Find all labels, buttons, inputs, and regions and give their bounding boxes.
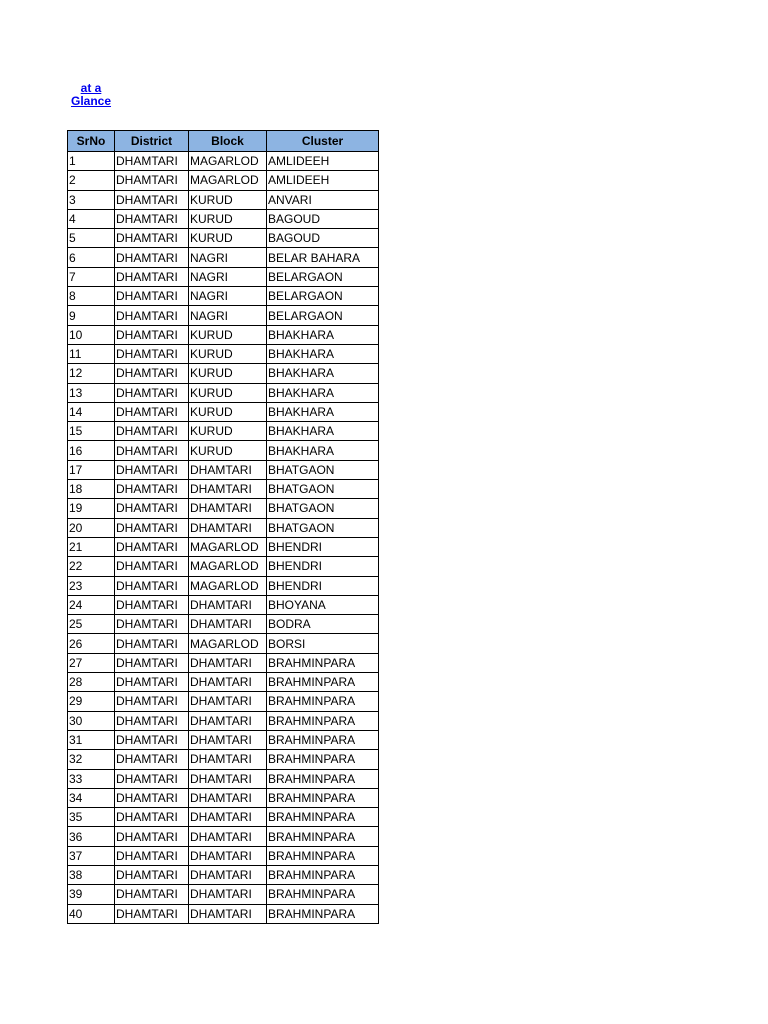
cell-district: DHAMTARI [115,344,189,363]
cell-block: KURUD [189,364,267,383]
cell-srno: 23 [68,576,115,595]
cell-block: KURUD [189,209,267,228]
cell-district: DHAMTARI [115,827,189,846]
cell-cluster: BELARGAON [267,267,379,286]
cell-district: DHAMTARI [115,750,189,769]
cell-srno: 25 [68,615,115,634]
cell-cluster: BHAKHARA [267,344,379,363]
cell-srno: 37 [68,846,115,865]
table-row [68,653,379,672]
cell-block: DHAMTARI [189,711,267,730]
cell-district: DHAMTARI [115,306,189,325]
cell-cluster: BRAHMINPARA [267,730,379,749]
cell-block: DHAMTARI [189,730,267,749]
cell-district: DHAMTARI [115,499,189,518]
cluster-table [67,130,379,924]
table-row [68,171,379,190]
cell-cluster: AMLIDEEH [267,152,379,171]
cell-district: DHAMTARI [115,808,189,827]
cell-district: DHAMTARI [115,904,189,923]
cell-cluster: BRAHMINPARA [267,865,379,884]
cell-cluster: BHATGAON [267,460,379,479]
cell-cluster: BHOYANA [267,595,379,614]
table-row [68,306,379,325]
cell-district: DHAMTARI [115,267,189,286]
cell-srno: 9 [68,306,115,325]
cell-srno: 8 [68,287,115,306]
cell-block: KURUD [189,344,267,363]
cell-block: DHAMTARI [189,615,267,634]
cell-block: KURUD [189,190,267,209]
cell-cluster: BAGOUD [267,229,379,248]
cell-srno: 15 [68,422,115,441]
table-row [68,730,379,749]
cell-cluster: BRAHMINPARA [267,904,379,923]
cell-srno: 17 [68,460,115,479]
link-text-line2: Glance [70,94,112,108]
cell-srno: 12 [68,364,115,383]
cell-cluster: BRAHMINPARA [267,769,379,788]
cell-district: DHAMTARI [115,885,189,904]
table-row [68,885,379,904]
table-row [68,615,379,634]
table-row [68,229,379,248]
cell-block: MAGARLOD [189,576,267,595]
cell-srno: 11 [68,344,115,363]
cell-district: DHAMTARI [115,673,189,692]
cell-block: DHAMTARI [189,750,267,769]
table-header-row [68,131,379,152]
cell-district: DHAMTARI [115,730,189,749]
cell-block: DHAMTARI [189,904,267,923]
cell-district: DHAMTARI [115,171,189,190]
at-a-glance-link[interactable] [68,82,114,108]
cell-block: MAGARLOD [189,634,267,653]
cell-cluster: AMLIDEEH [267,171,379,190]
cell-block: DHAMTARI [189,808,267,827]
cell-district: DHAMTARI [115,364,189,383]
cell-srno: 20 [68,518,115,537]
cell-block: KURUD [189,229,267,248]
cell-srno: 13 [68,383,115,402]
cell-block: DHAMTARI [189,595,267,614]
cell-cluster: BHATGAON [267,518,379,537]
cell-srno: 39 [68,885,115,904]
cell-cluster: BRAHMINPARA [267,846,379,865]
cell-cluster: BRAHMINPARA [267,788,379,807]
table-row [68,499,379,518]
cell-cluster: BELAR BAHARA [267,248,379,267]
cell-block: DHAMTARI [189,846,267,865]
table-row [68,750,379,769]
table-row [68,518,379,537]
cell-block: MAGARLOD [189,537,267,556]
cell-cluster: BRAHMINPARA [267,692,379,711]
cell-district: DHAMTARI [115,865,189,884]
cell-srno: 3 [68,190,115,209]
table-row [68,904,379,923]
cell-srno: 4 [68,209,115,228]
cell-district: DHAMTARI [115,846,189,865]
cell-district: DHAMTARI [115,615,189,634]
cell-district: DHAMTARI [115,460,189,479]
cell-srno: 40 [68,904,115,923]
cell-district: DHAMTARI [115,537,189,556]
cell-block: KURUD [189,402,267,421]
table-row [68,248,379,267]
cell-block: KURUD [189,422,267,441]
header-block: Block [189,131,267,152]
table-row [68,422,379,441]
cell-cluster: BRAHMINPARA [267,653,379,672]
table-row [68,634,379,653]
cell-srno: 32 [68,750,115,769]
cell-srno: 18 [68,480,115,499]
table-row [68,537,379,556]
cell-cluster: BORSI [267,634,379,653]
cell-cluster: BHAKHARA [267,364,379,383]
cell-district: DHAMTARI [115,229,189,248]
table-row [68,287,379,306]
table-body [68,152,379,924]
table-row [68,325,379,344]
cell-srno: 26 [68,634,115,653]
cell-block: MAGARLOD [189,557,267,576]
cell-block: KURUD [189,325,267,344]
table-row [68,152,379,171]
cell-district: DHAMTARI [115,634,189,653]
cell-srno: 35 [68,808,115,827]
cell-block: DHAMTARI [189,480,267,499]
cell-cluster: BRAHMINPARA [267,750,379,769]
cell-block: DHAMTARI [189,499,267,518]
cell-srno: 29 [68,692,115,711]
cell-district: DHAMTARI [115,287,189,306]
table-row [68,557,379,576]
cell-srno: 7 [68,267,115,286]
cell-cluster: BHAKHARA [267,422,379,441]
cell-srno: 38 [68,865,115,884]
cell-cluster: BHAKHARA [267,441,379,460]
cell-cluster: BELARGAON [267,306,379,325]
cell-district: DHAMTARI [115,209,189,228]
cell-srno: 16 [68,441,115,460]
table-row [68,480,379,499]
cell-block: NAGRI [189,267,267,286]
cell-district: DHAMTARI [115,152,189,171]
cell-district: DHAMTARI [115,422,189,441]
cell-srno: 33 [68,769,115,788]
cell-block: DHAMTARI [189,653,267,672]
cell-cluster: BHAKHARA [267,325,379,344]
cell-srno: 22 [68,557,115,576]
cell-block: DHAMTARI [189,865,267,884]
cell-block: DHAMTARI [189,460,267,479]
cell-district: DHAMTARI [115,383,189,402]
cell-cluster: BHATGAON [267,499,379,518]
cell-block: DHAMTARI [189,827,267,846]
cell-srno: 27 [68,653,115,672]
cell-block: DHAMTARI [189,769,267,788]
table-row [68,827,379,846]
cell-block: KURUD [189,441,267,460]
cell-cluster: BRAHMINPARA [267,808,379,827]
cell-srno: 19 [68,499,115,518]
cell-cluster: ANVARI [267,190,379,209]
cell-cluster: BHENDRI [267,557,379,576]
cell-district: DHAMTARI [115,711,189,730]
cell-district: DHAMTARI [115,190,189,209]
cell-block: MAGARLOD [189,152,267,171]
cell-district: DHAMTARI [115,480,189,499]
cell-district: DHAMTARI [115,576,189,595]
table-row [68,692,379,711]
cell-cluster: BRAHMINPARA [267,827,379,846]
cell-cluster: BHATGAON [267,480,379,499]
cell-srno: 30 [68,711,115,730]
cell-district: DHAMTARI [115,325,189,344]
cell-district: DHAMTARI [115,518,189,537]
cell-district: DHAMTARI [115,557,189,576]
cell-cluster: BRAHMINPARA [267,673,379,692]
cell-cluster: BHENDRI [267,576,379,595]
table-row [68,364,379,383]
table-row [68,576,379,595]
cell-block: DHAMTARI [189,788,267,807]
cell-block: DHAMTARI [189,885,267,904]
table-row [68,344,379,363]
cell-district: DHAMTARI [115,441,189,460]
cell-srno: 31 [68,730,115,749]
cell-district: DHAMTARI [115,788,189,807]
cell-block: NAGRI [189,306,267,325]
cell-block: NAGRI [189,248,267,267]
cell-block: MAGARLOD [189,171,267,190]
cell-district: DHAMTARI [115,769,189,788]
cell-district: DHAMTARI [115,692,189,711]
cell-block: DHAMTARI [189,518,267,537]
header-cluster: Cluster [267,131,379,152]
cell-srno: 28 [68,673,115,692]
cell-district: DHAMTARI [115,653,189,672]
cell-srno: 24 [68,595,115,614]
cell-district: DHAMTARI [115,248,189,267]
link-text-line1: at a [80,81,102,95]
cell-cluster: BELARGAON [267,287,379,306]
table-row [68,808,379,827]
cell-cluster: BHAKHARA [267,383,379,402]
table-row [68,441,379,460]
cell-srno: 6 [68,248,115,267]
cell-srno: 21 [68,537,115,556]
table-row [68,788,379,807]
table-row [68,865,379,884]
cell-block: NAGRI [189,287,267,306]
table-row [68,460,379,479]
table-row [68,209,379,228]
cell-cluster: BHAKHARA [267,402,379,421]
cell-district: DHAMTARI [115,595,189,614]
cell-srno: 1 [68,152,115,171]
cell-cluster: BODRA [267,615,379,634]
cell-cluster: BHENDRI [267,537,379,556]
cell-block: DHAMTARI [189,673,267,692]
cell-cluster: BRAHMINPARA [267,711,379,730]
cell-srno: 36 [68,827,115,846]
header-srno: SrNo [68,131,115,152]
table-row [68,402,379,421]
table-row [68,595,379,614]
cell-srno: 34 [68,788,115,807]
cell-cluster: BRAHMINPARA [267,885,379,904]
table-row [68,673,379,692]
cell-cluster: BAGOUD [267,209,379,228]
cell-srno: 14 [68,402,115,421]
table-row [68,190,379,209]
cell-district: DHAMTARI [115,402,189,421]
cell-block: DHAMTARI [189,692,267,711]
cell-srno: 10 [68,325,115,344]
cell-srno: 5 [68,229,115,248]
cell-block: KURUD [189,383,267,402]
table-row [68,267,379,286]
cell-srno: 2 [68,171,115,190]
table-row [68,383,379,402]
table-row [68,711,379,730]
table-row [68,769,379,788]
table-row [68,846,379,865]
header-district: District [115,131,189,152]
